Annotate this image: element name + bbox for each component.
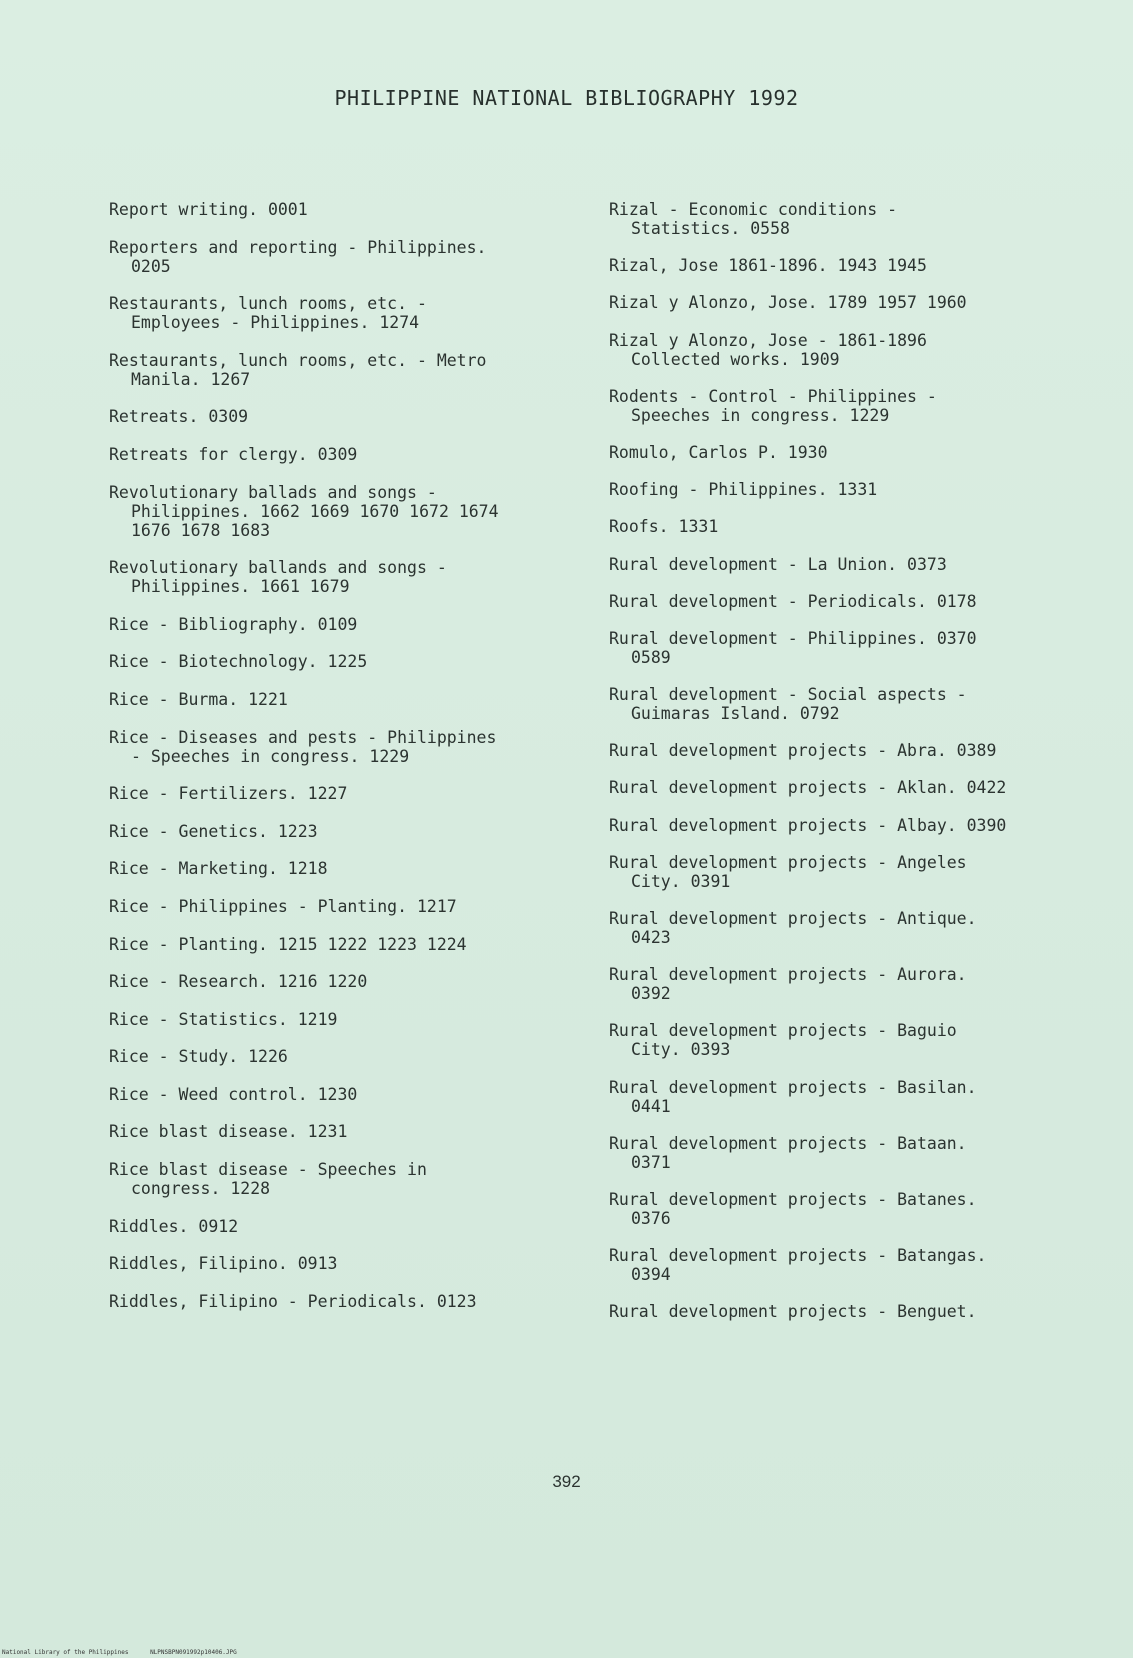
index-entry: Rural development projects - Batanes. 0376 (609, 1189, 977, 1228)
page-title: PHILIPPINE NATIONAL BIBLIOGRAPHY 1992 (334, 86, 799, 110)
index-entry: Retreats for clergy. 0309 (109, 444, 358, 464)
index-entry: Rural development projects - Basilan. 0441 (609, 1077, 977, 1116)
index-entry: Rice - Biotechnology. 1225 (109, 652, 368, 672)
index-entry: Retreats. 0309 (109, 407, 249, 427)
index-entry: Rural development projects - Aklan. 0422 (609, 778, 1007, 798)
scan-footer (2, 1649, 255, 1656)
index-entry: Rizal y Alonzo, Jose. 1789 1957 1960 (609, 293, 967, 313)
index-entry: Rural development - Periodicals. 0178 (609, 591, 977, 611)
index-entry: Riddles, Filipino - Periodicals. 0123 (109, 1291, 477, 1311)
index-entry: Riddles. 0912 (109, 1216, 239, 1236)
index-entry: Rice - Planting. 1215 1222 1223 1224 (109, 934, 467, 954)
index-entry: Rural development projects - Antique. 0423 (609, 909, 977, 947)
index-entry: Rizal, Jose 1861-1896. 1943 1945 (609, 256, 927, 276)
index-entry: Rice - Bibliography. 0109 (109, 614, 358, 634)
index-entry: Rice - Weed control. 1230 (109, 1084, 358, 1104)
index-entry: Rural development projects - Angeles City. 0391 (609, 852, 967, 891)
index-entry: Revolutionary ballands and songs - Philippines. 1661 1679 (109, 558, 447, 597)
index-entry: Rice - Marketing. 1218 (109, 859, 328, 879)
index-entry: Rice blast disease. 1231 (109, 1122, 348, 1142)
index-entry: Rural development projects - Batangas. 0394 (609, 1246, 987, 1285)
index-entry: Rice - Genetics. 1223 (109, 821, 318, 841)
index-entry: Rice - Research. 1216 1220 (109, 972, 368, 992)
index-entry: Rural development projects - Benguet. (609, 1302, 977, 1322)
page-number: 392 (552, 1472, 581, 1491)
index-entry: Rural development projects - Baguio City. 0393 (609, 1021, 957, 1060)
right-column (609, 200, 1069, 1340)
index-entry: Rizal - Economic conditions - Statistics. 0558 (609, 200, 898, 238)
index-entry: Rural development projects - Albay. 0390 (609, 815, 1007, 835)
index-entry: Rice - Study. 1226 (109, 1047, 288, 1067)
index-entry: Rural development - Social aspects - Guimaras Island. 0792 (609, 685, 967, 724)
index-entry: Restaurants, lunch rooms, etc. - Metro Manila. 1267 (109, 350, 487, 389)
index-entry: Roofs. 1331 (609, 517, 719, 537)
footer-library: National Library of the Philippines (2, 1649, 129, 1656)
index-entry: Restaurants, lunch rooms, etc. - Employees - Philippines. 1274 (109, 294, 427, 333)
index-entry: Rural development projects - Bataan. 0371 (609, 1133, 967, 1172)
index-entry: Rural development projects - Abra. 0389 (609, 741, 997, 761)
index-entry: Revolutionary ballads and songs - Philippines. 1662 1669 1670 1672 1674 1676 1678 1683 (109, 482, 499, 540)
index-entry: Rural development - La Union. 0373 (609, 554, 947, 574)
index-entry: Report writing. 0001 (109, 200, 308, 219)
footer-filename: NLPNSBPN091992p10406.JPG (150, 1649, 237, 1656)
left-column (109, 200, 579, 1329)
index-entry: Roofing - Philippines. 1331 (609, 480, 878, 500)
index-entry: Rice - Diseases and pests - Philippines - Speeches in congress. 1229 (109, 727, 497, 766)
index-entry: Rizal y Alonzo, Jose - 1861-1896 Collected works. 1909 (609, 330, 927, 369)
index-entry: Rice - Philippines - Planting. 1217 (109, 896, 457, 916)
index-entry: Rural development - Philippines. 0370 0589 (609, 628, 977, 667)
index-entry: Reporters and reporting - Philippines. 0205 (109, 237, 487, 276)
index-entry: Riddles, Filipino. 0913 (109, 1254, 338, 1274)
index-entry: Rice - Fertilizers. 1227 (109, 784, 348, 804)
index-entry: Rice - Statistics. 1219 (109, 1009, 338, 1029)
index-entry: Rodents - Control - Philippines - Speeches in congress. 1229 (609, 386, 937, 425)
index-entry: Rice blast disease - Speeches in congress. 1228 (109, 1160, 427, 1199)
index-entry: Rice - Burma. 1221 (109, 689, 288, 709)
index-entry: Romulo, Carlos P. 1930 (609, 442, 828, 462)
index-entry: Rural development projects - Aurora. 0392 (609, 965, 967, 1004)
